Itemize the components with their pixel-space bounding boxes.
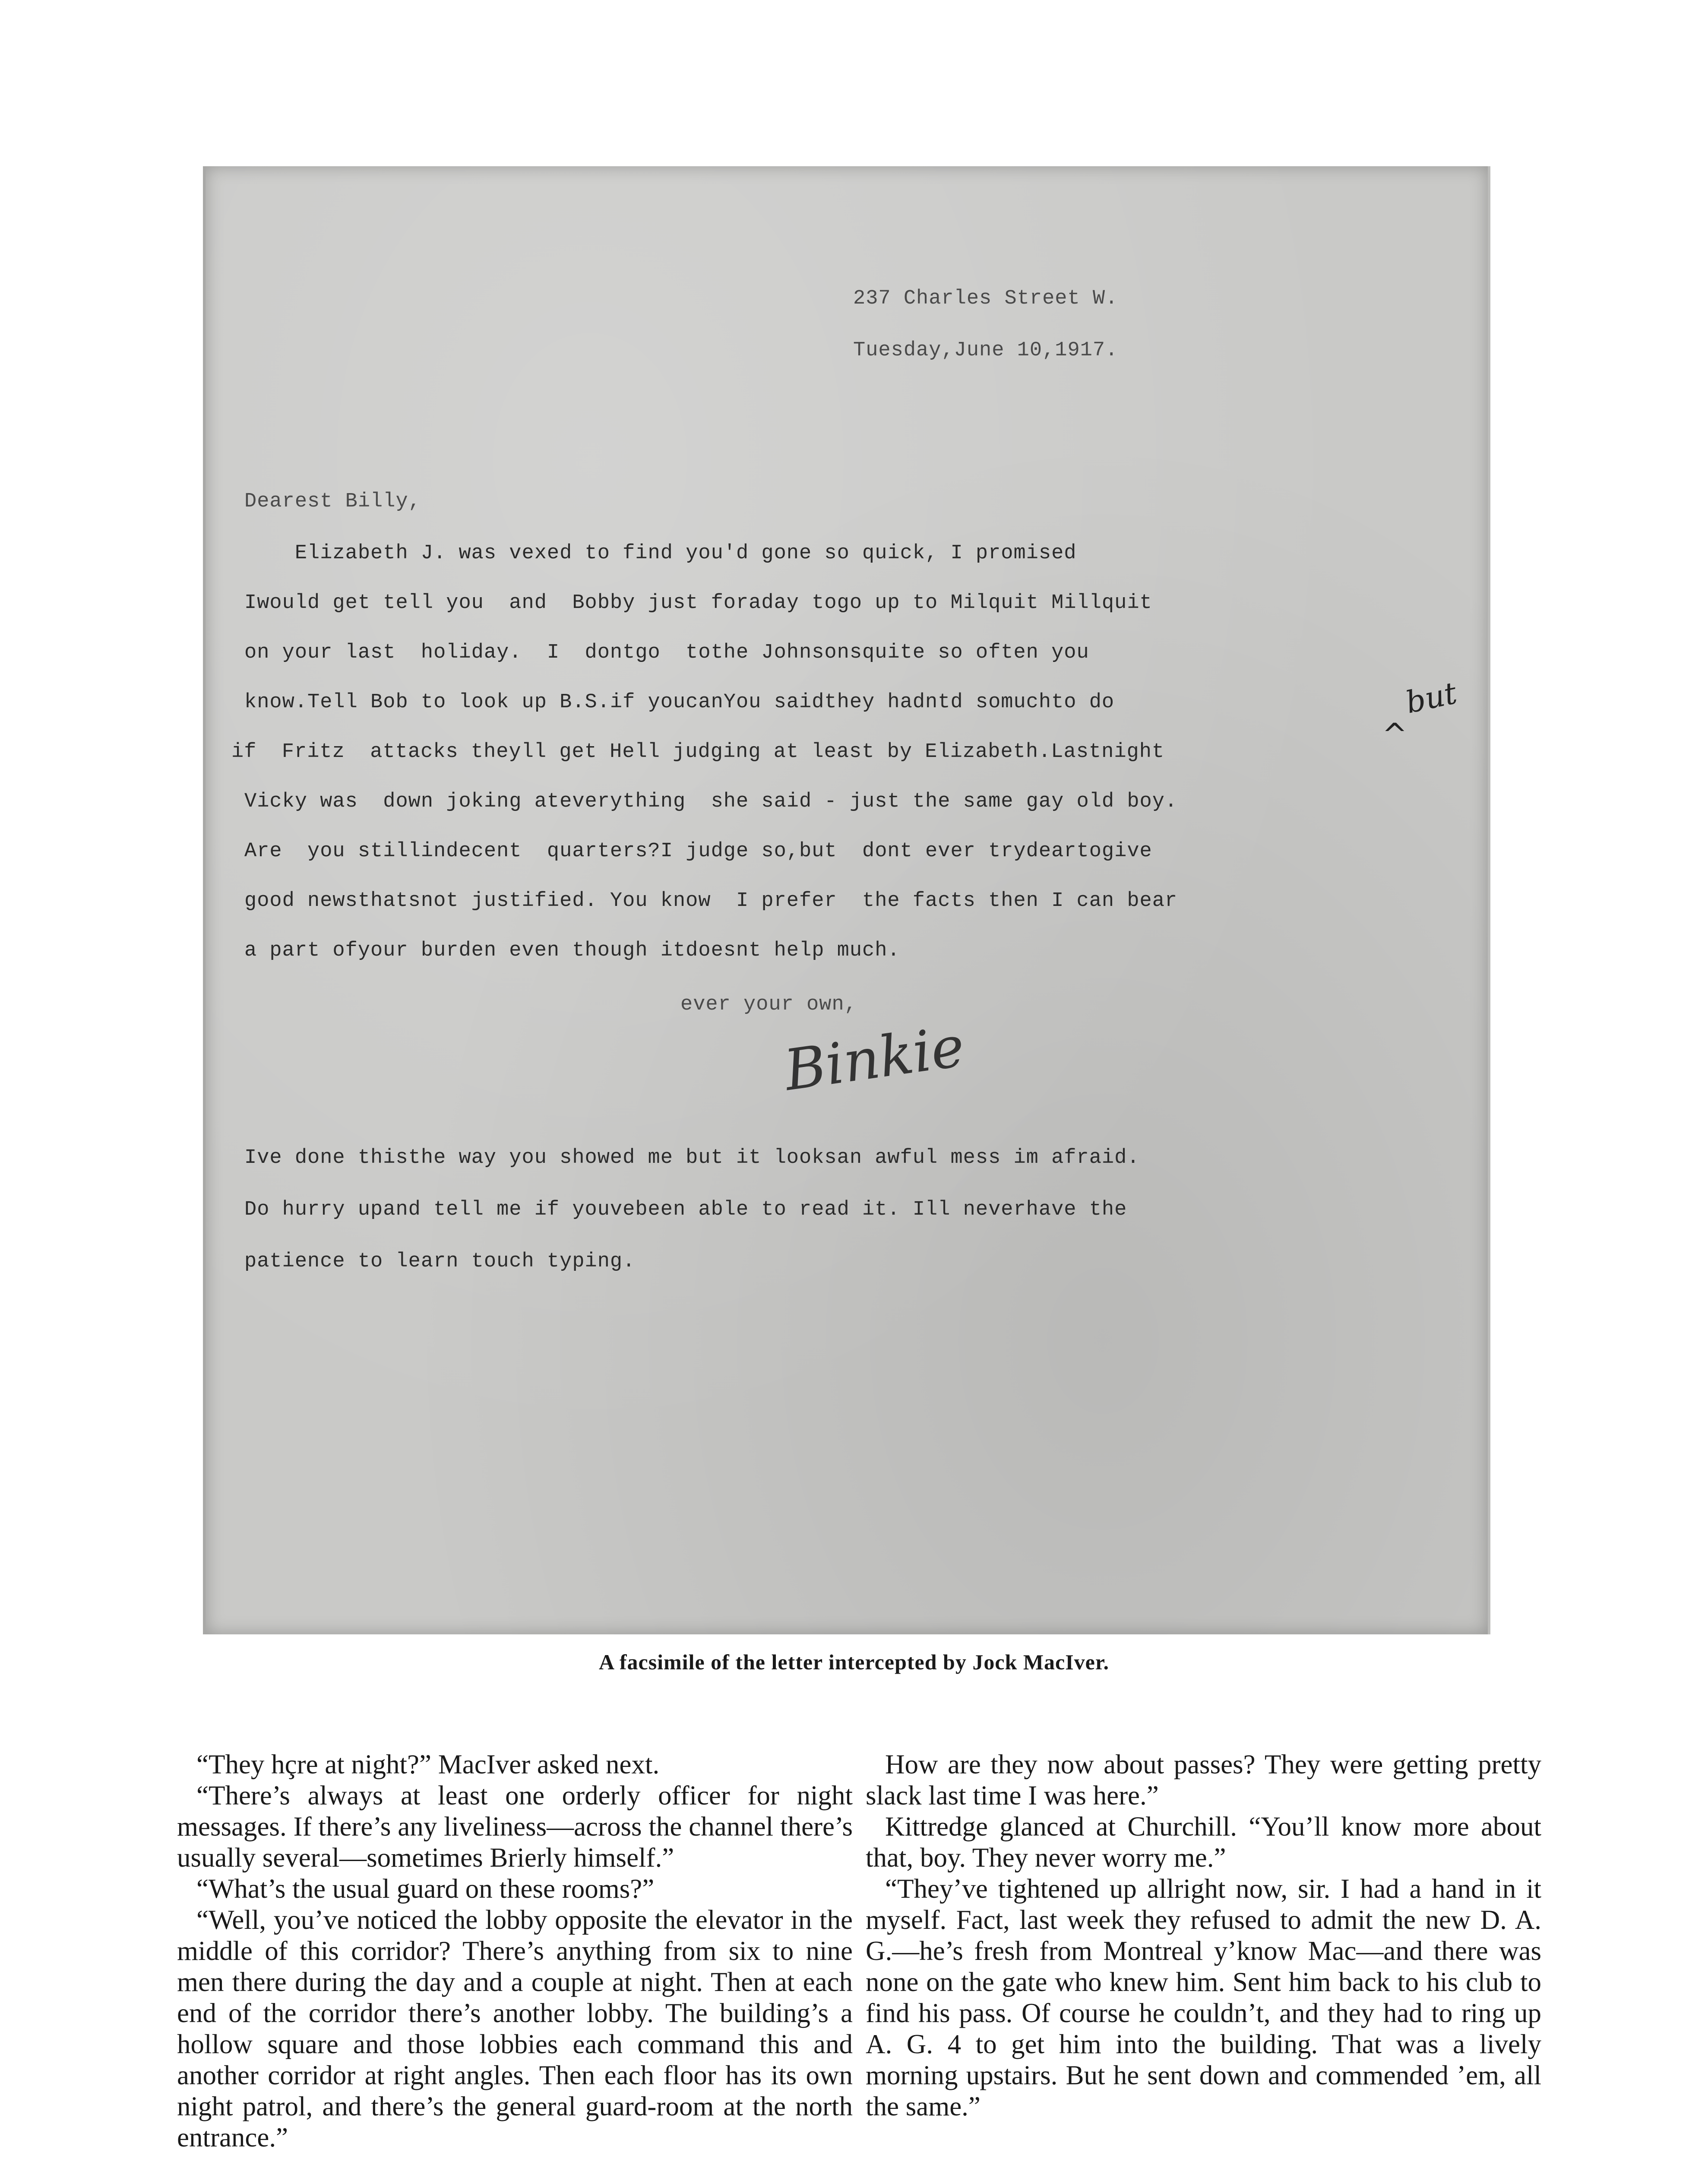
paragraph: “Well, you’ve noticed the lobby opposite the elevator in the middle of this corridor? There’s anything from six to nine men there during the day and a couple at night. Then at each end of the corridor there’s another lobby. The building’s a hollow square and those lobbies each command this and another corridor at right angles. Then each floor has its own night patrol, and there’s the general guard-room at the north entrance.”	[177, 1905, 853, 2153]
letter-address: 237 Charles Street W.	[853, 287, 1118, 310]
text-column-left	[177, 1749, 853, 2153]
letter-date: Tuesday,June 10,1917.	[853, 339, 1118, 362]
paragraph: “They’ve tightened up allright now, sir. I had a hand in it myself. Fact, last week they refused to admit the new D. A. G.—he’s fresh from Montreal y’know Mac—and there was none on the gate who knew him. Sent him back to his club to find his pass. Of course he couldn’t, and they had to ring up A. G. 4 to get him into the building. That was a lively morning upstairs. But he sent down and commended ’em, all the same.”	[866, 1874, 1541, 2121]
letter-line-4: know.Tell Bob to look up B.S.if youcanYou saidthey hadntd somuchto do	[244, 691, 1115, 714]
handwritten-signature: Binkie	[780, 1013, 968, 1104]
paragraph: “There’s always at least one orderly officer for night messages. If there’s any liveliness—across the channel there’s usually several—sometimes Brierly himself.”	[177, 1780, 853, 1873]
letter-line-7: Are you stillindecent quarters?I judge so,but dont ever trydeartogive	[244, 840, 1152, 863]
paragraph: Kittredge glanced at Churchill. “You’ll know more about that, boy. They never worry me.”	[866, 1811, 1541, 1873]
paragraph: “They hçre at night?” MacIver asked next.	[196, 1749, 660, 1779]
letter-line-6: Vicky was down joking ateverything she said - just the same gay old boy.	[244, 790, 1178, 813]
letter-line-9: a part ofyour burden even though itdoesnt help much.	[244, 939, 900, 962]
text-column-right	[866, 1749, 1541, 2122]
letter-facsimile	[203, 166, 1490, 1634]
postscript-line-1: Ive done thisthe way you showed me but it looksan awful mess im afraid.	[244, 1146, 1140, 1169]
caret-icon: ^	[1382, 717, 1408, 752]
letter-salutation: Dearest Billy,	[244, 490, 421, 513]
letter-closing: ever your own,	[680, 993, 857, 1016]
handwritten-insertion: but	[1402, 675, 1460, 721]
paragraph: How are they now about passes? They were getting pretty slack last time I was here.”	[866, 1749, 1541, 1811]
letter-line-8: good newsthatsnot justified. You know I prefer the facts then I can bear	[244, 890, 1178, 912]
letter-line-3: on your last holiday. I dontgo tothe Johnsonsquite so often you	[244, 641, 1089, 664]
paragraph: “What’s the usual guard on these rooms?”	[196, 1874, 655, 1904]
postscript-line-2: Do hurry upand tell me if youvebeen able to read it. Ill neverhave the	[244, 1198, 1127, 1221]
postscript-line-3: patience to learn touch typing.	[244, 1250, 636, 1273]
figure-caption: A facsimile of the letter intercepted by Jock MacIver.	[599, 1650, 1109, 1674]
letter-line-5: if Fritz attacks theyll get Hell judging at least by Elizabeth.Lastnight	[231, 741, 1165, 763]
letter-line-2: Iwould get tell you and Bobby just foraday togo up to Milquit Millquit	[244, 592, 1152, 614]
letter-line-1: Elizabeth J. was vexed to find you'd gone so quick, I promised	[244, 542, 1077, 565]
